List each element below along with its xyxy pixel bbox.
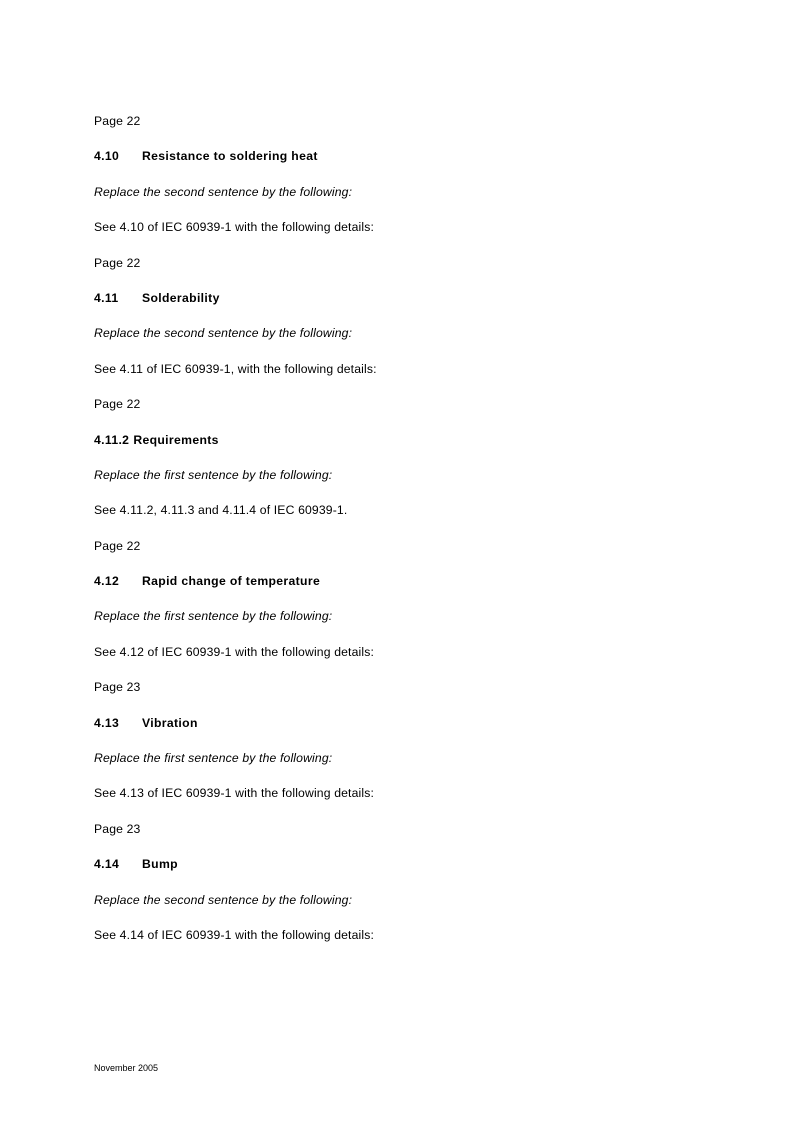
section-heading <box>94 856 714 872</box>
section-title: Solderability <box>142 290 220 305</box>
page-reference: Page 22 <box>94 114 141 128</box>
amendment-instruction: Replace the first sentence by the following: <box>94 467 333 482</box>
section-title: Vibration <box>142 715 198 730</box>
amendment-instruction: Replace the first sentence by the following: <box>94 751 333 766</box>
section-number: 4.11.2 <box>94 432 130 447</box>
amendment-instruction: Replace the first sentence by the following: <box>94 609 333 624</box>
page-reference: Page 23 <box>94 821 141 836</box>
amendment-instruction: Replace the second sentence by the following: <box>94 326 353 341</box>
amendment-text: See 4.10 of IEC 60939-1 with the following details: <box>94 220 375 235</box>
section-heading <box>94 573 714 589</box>
section-number: 4.10 <box>94 149 120 164</box>
section-title: Bump <box>142 857 178 872</box>
amendment-text: See 4.13 of IEC 60939-1 with the following details: <box>94 786 375 801</box>
section-number: 4.11 <box>94 290 119 305</box>
amendment-text: See 4.11.2, 4.11.3 and 4.11.4 of IEC 60939-1. <box>94 503 348 518</box>
section-heading <box>94 148 714 164</box>
section-number: 4.12 <box>94 574 120 589</box>
page-reference: Page 23 <box>94 680 141 695</box>
document-body <box>94 113 714 962</box>
section-heading <box>94 715 714 731</box>
amendment-text: See 4.14 of IEC 60939-1 with the following details: <box>94 927 375 942</box>
section-title: Rapid change of temperature <box>142 574 321 589</box>
section-title: Requirements <box>133 432 219 447</box>
amendment-text: See 4.12 of IEC 60939-1 with the following details: <box>94 644 375 659</box>
footer-date: November 2005 <box>94 1063 159 1073</box>
section-heading <box>94 432 714 448</box>
section-number: 4.14 <box>94 857 120 872</box>
section-heading <box>94 290 714 306</box>
page-reference: Page 22 <box>94 397 141 412</box>
section-title: Resistance to soldering heat <box>142 149 318 164</box>
amendment-text: See 4.11 of IEC 60939-1, with the following details: <box>94 361 377 376</box>
amendment-instruction: Replace the second sentence by the following: <box>94 892 353 907</box>
section-number: 4.13 <box>94 715 120 730</box>
amendment-instruction: Replace the second sentence by the following: <box>94 184 353 199</box>
page-reference: Page 22 <box>94 255 141 270</box>
page-reference: Page 22 <box>94 538 141 553</box>
